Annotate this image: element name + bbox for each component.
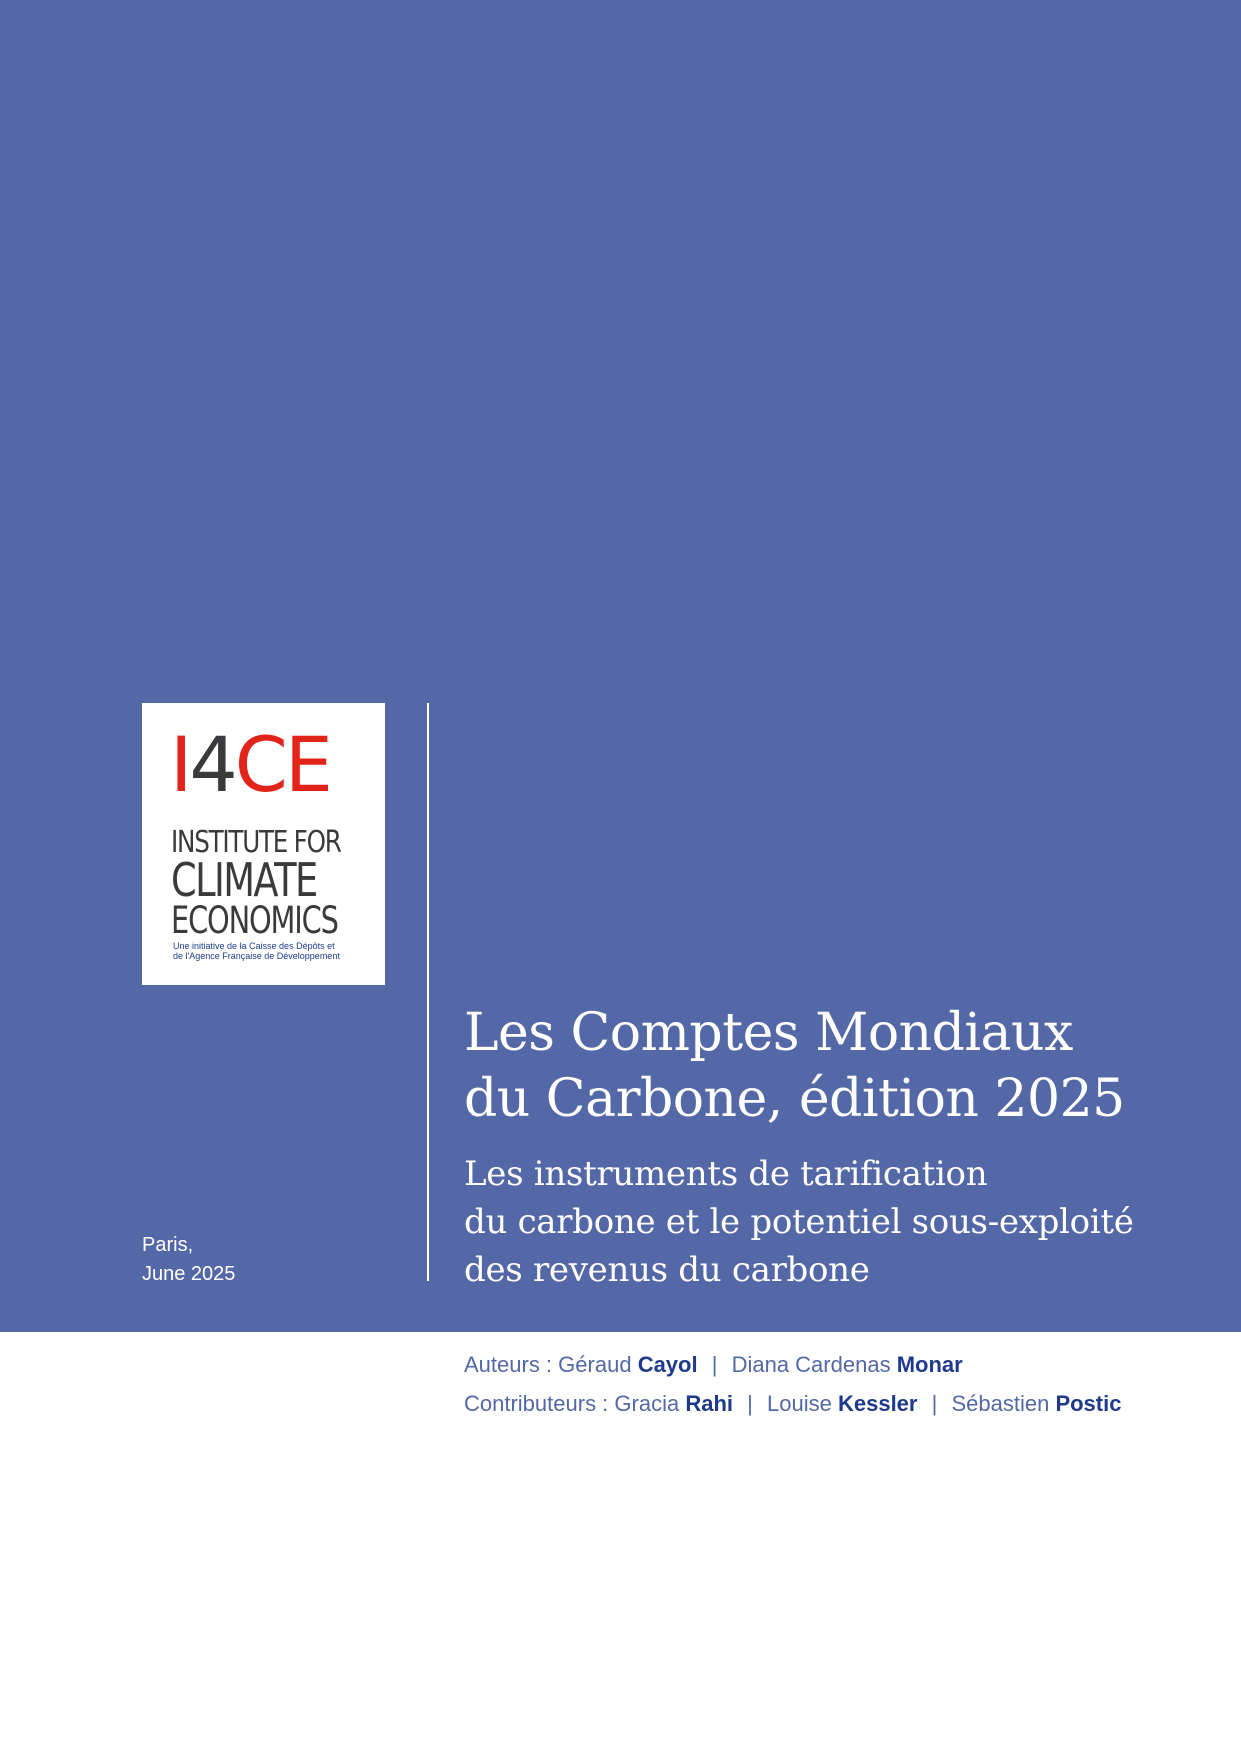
- publication-place-date: [142, 1231, 235, 1289]
- logo-tagline-2: de l'Agence Française de Développement: [173, 951, 340, 961]
- author-first-name: Diana Cardenas: [731, 1352, 891, 1377]
- report-title: [464, 1000, 1204, 1132]
- logo-tagline: [173, 941, 363, 961]
- contributor-first-name: Louise: [767, 1391, 832, 1416]
- logo-line-economics: ECONOMICS: [171, 899, 338, 942]
- vertical-divider: [427, 703, 429, 1281]
- subtitle-line-1: Les instruments de tarification: [464, 1154, 988, 1194]
- subtitle-line-2: du carbone et le potentiel sous-exploité: [464, 1202, 1134, 1242]
- author-last-name: Monar: [896, 1352, 963, 1377]
- logo-line-climate: CLIMATE: [171, 853, 317, 907]
- contributor-last-name: Postic: [1055, 1391, 1122, 1416]
- logo-mark-4: 4: [189, 720, 235, 809]
- logo-mark-i: I: [170, 720, 190, 809]
- contributor-first-name: Gracia: [614, 1391, 680, 1416]
- logo-mark-ce: CE: [234, 720, 330, 809]
- i4ce-logo: [142, 703, 385, 985]
- subtitle-line-3: des revenus du carbone: [464, 1250, 870, 1290]
- separator: |: [931, 1391, 938, 1416]
- contributor-last-name: Kessler: [837, 1391, 918, 1416]
- contributors-line: [464, 1389, 1121, 1419]
- separator: |: [711, 1352, 718, 1377]
- logo-tagline-1: Une initiative de la Caisse des Dépôts et: [173, 941, 335, 951]
- authors-line: [464, 1350, 963, 1380]
- publication-date: June 2025: [142, 1263, 236, 1285]
- publication-city: Paris,: [142, 1234, 194, 1256]
- contributor-first-name: Sébastien: [951, 1391, 1050, 1416]
- logo-mark: [170, 720, 330, 809]
- contributors-label: Contributeurs :: [464, 1391, 609, 1416]
- author-last-name: Cayol: [637, 1352, 698, 1377]
- contributor-last-name: Rahi: [685, 1391, 734, 1416]
- separator: |: [747, 1391, 753, 1416]
- author-first-name: Géraud: [558, 1352, 632, 1377]
- authors-label: Auteurs :: [464, 1352, 553, 1377]
- title-line-2: du Carbone, édition 2025: [464, 1069, 1125, 1129]
- logo-line-institute: INSTITUTE FOR: [171, 825, 341, 860]
- title-line-1: Les Comptes Mondiaux: [464, 1003, 1073, 1063]
- report-subtitle: [464, 1150, 1204, 1294]
